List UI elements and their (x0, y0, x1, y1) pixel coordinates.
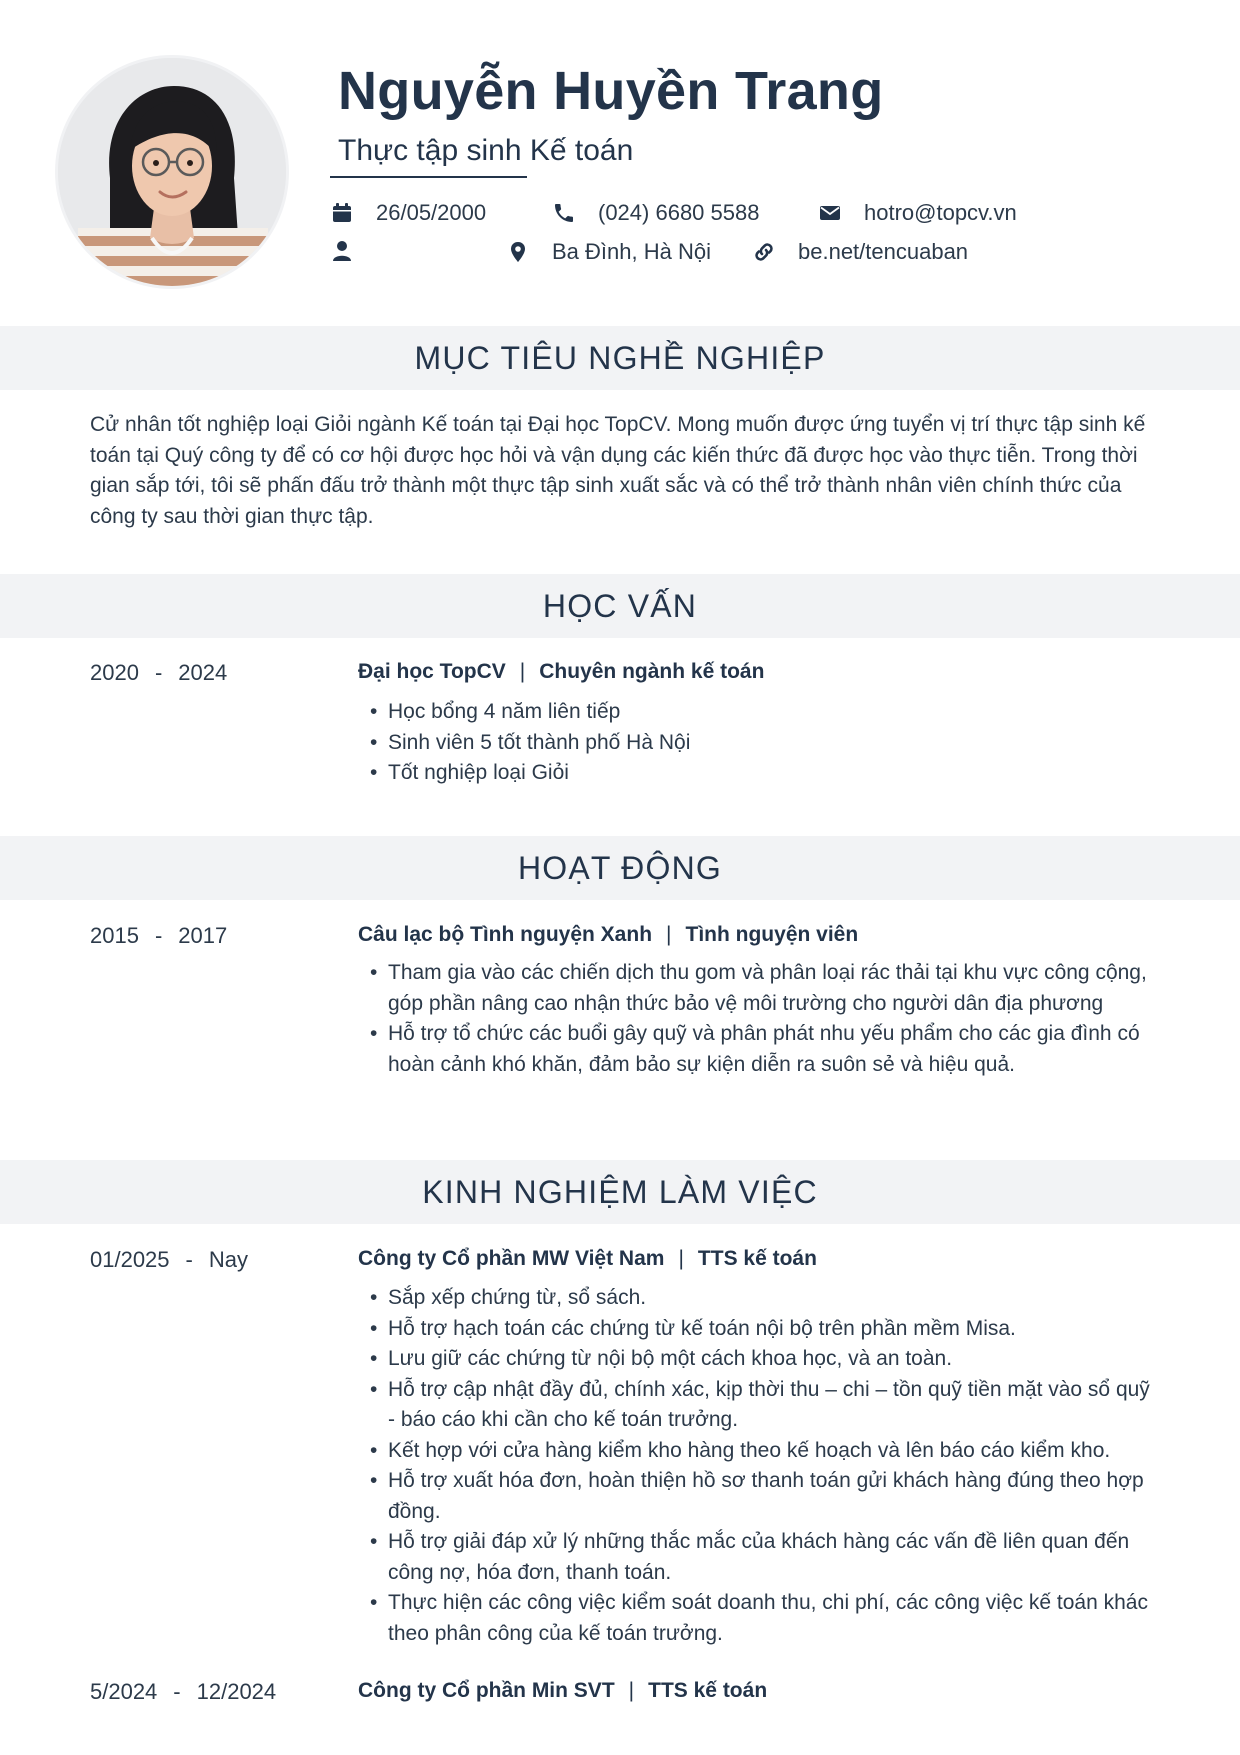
activities-title: Câu lạc bộ Tình nguyện Xanh | Tình nguyện viên (358, 923, 859, 946)
education-title: Đại học TopCV | Chuyên ngành kế toán (358, 660, 765, 683)
list-item: • Thực hiện các công việc kiểm soát doanh thu, chi phí, các công việc kế toán khác theo phân công của kế toán trưởng. (370, 1588, 1150, 1649)
avatar (58, 58, 286, 286)
contact-email (818, 200, 1017, 226)
education-bullets (370, 697, 1150, 789)
section-title: HOẠT ĐỘNG (517, 849, 722, 886)
list-item: • Hỗ trợ xuất hóa đơn, hoàn thiện hồ sơ thanh toán gửi khách hàng đúng theo hợp đồng. (370, 1466, 1150, 1527)
role-underline (330, 176, 527, 178)
date-end: 12/2024 (196, 1679, 277, 1704)
entry-org: Đại học TopCV (358, 660, 506, 683)
candidate-role: Thực tập sinh Kế toán (338, 134, 634, 167)
list-item: • Hỗ trợ tổ chức các buổi gây quỹ và phân phát nhu yếu phẩm cho các gia đình có hoàn cảnh khó khăn, đảm bảo sự kiện diễn ra suôn sẻ và hiệu quả. (370, 1019, 1150, 1080)
section-title: HỌC VẤN (542, 587, 698, 624)
list-item: • Học bổng 4 năm liên tiếp (370, 697, 1150, 728)
education-date: 2020 - 2024 (90, 660, 228, 685)
date-start: 5/2024 (90, 1679, 158, 1704)
map-pin-icon (506, 240, 530, 264)
section-objective-header (0, 326, 1240, 390)
phone-text: (024) 6680 5588 (598, 200, 760, 225)
address-text: Ba Đình, Hà Nội (552, 239, 711, 264)
date-end: 2017 (178, 923, 228, 948)
experience-bullets (370, 1283, 1150, 1649)
date-end: Nay (208, 1247, 248, 1272)
entry-org: Câu lạc bộ Tình nguyện Xanh (358, 923, 653, 946)
list-item: • Tốt nghiệp loại Giỏi (370, 758, 1150, 789)
website-link[interactable]: be.net/tencuaban (798, 239, 969, 264)
entry-position: TTS kế toán (697, 1247, 817, 1270)
experience-date: 5/2024 - 12/2024 (90, 1679, 277, 1704)
section-education-header (0, 574, 1240, 638)
list-item: • Tham gia vào các chiến dịch thu gom và phân loại rác thải tại khu vực công cộng, góp phần nâng cao nhận thức bảo vệ môi trường cho người dân địa phương (370, 958, 1150, 1019)
envelope-icon (818, 201, 842, 225)
section-title: KINH NGHIỆM LÀM VIỆC (422, 1173, 818, 1210)
contact-website (752, 239, 968, 265)
contact-address (506, 239, 711, 265)
entry-position: Chuyên ngành kế toán (539, 660, 765, 683)
candidate-name: Nguyễn Huyền Trang (338, 61, 884, 121)
link-icon (752, 240, 776, 264)
phone-icon (552, 201, 576, 225)
list-item: • Hỗ trợ giải đáp xử lý những thắc mắc của khách hàng các vấn đề liên quan đến công nợ, hóa đơn, thanh toán. (370, 1527, 1150, 1588)
activities-bullets (370, 958, 1150, 1080)
list-item: • Sinh viên 5 tốt thành phố Hà Nội (370, 728, 1150, 759)
objective-text: Cử nhân tốt nghiệp loại Giỏi ngành Kế toán tại Đại học TopCV. Mong muốn được ứng tuyển vị trí thực tập sinh kế toán tại Quý công ty để có cơ hội được học hỏi và vận dụng các kiến thức đã được học vào thực tiễn. Trong thời gian sắp tới, tôi sẽ phấn đấu trở thành một thực tập sinh xuất sắc và có thể trở thành nhân viên chính thức của công ty sau thời gian thực tập. (90, 413, 1146, 528)
entry-position: Tình nguyện viên (685, 923, 859, 946)
list-item: • Lưu giữ các chứng từ nội bộ một cách khoa học, và an toàn. (370, 1344, 1150, 1375)
list-item: • Hỗ trợ hạch toán các chứng từ kế toán nội bộ trên phần mềm Misa. (370, 1314, 1150, 1345)
list-item: • Hỗ trợ cập nhật đầy đủ, chính xác, kịp thời thu – chi – tồn quỹ tiền mặt vào sổ quỹ - báo cáo khi cần cho kế toán trưởng. (370, 1375, 1150, 1436)
section-title: MỤC TIÊU NGHỀ NGHIỆP (414, 339, 826, 376)
date-start: 2020 (90, 660, 139, 685)
list-item: • Sắp xếp chứng từ, sổ sách. (370, 1283, 1150, 1314)
activities-date: 2015 - 2017 (90, 923, 228, 948)
list-item: • Kết hợp với cửa hàng kiểm kho hàng theo kế hoạch và lên báo cáo kiểm kho. (370, 1436, 1150, 1467)
experience-title: Công ty Cổ phần Min SVT | TTS kế toán (358, 1679, 768, 1702)
entry-position: TTS kế toán (648, 1679, 768, 1702)
avatar-photo (58, 58, 286, 286)
birthday-text: 26/05/2000 (376, 200, 487, 225)
experience-title: Công ty Cổ phần MW Việt Nam | TTS kế toán (358, 1247, 817, 1270)
contact-phone (552, 200, 759, 226)
date-start: 01/2025 (90, 1247, 170, 1272)
date-end: 2024 (178, 660, 228, 685)
entry-org: Công ty Cổ phần MW Việt Nam (358, 1247, 665, 1270)
section-activities-header (0, 836, 1240, 900)
contact-birthday (330, 200, 486, 226)
section-experience-header (0, 1160, 1240, 1224)
experience-date: 01/2025 - Nay (90, 1247, 248, 1272)
user-icon (330, 239, 354, 263)
contact-gender (330, 239, 376, 263)
calendar-icon (330, 201, 354, 225)
entry-org: Công ty Cổ phần Min SVT (358, 1679, 615, 1702)
email-text[interactable]: hotro@topcv.vn (864, 200, 1017, 225)
date-start: 2015 (90, 923, 139, 948)
